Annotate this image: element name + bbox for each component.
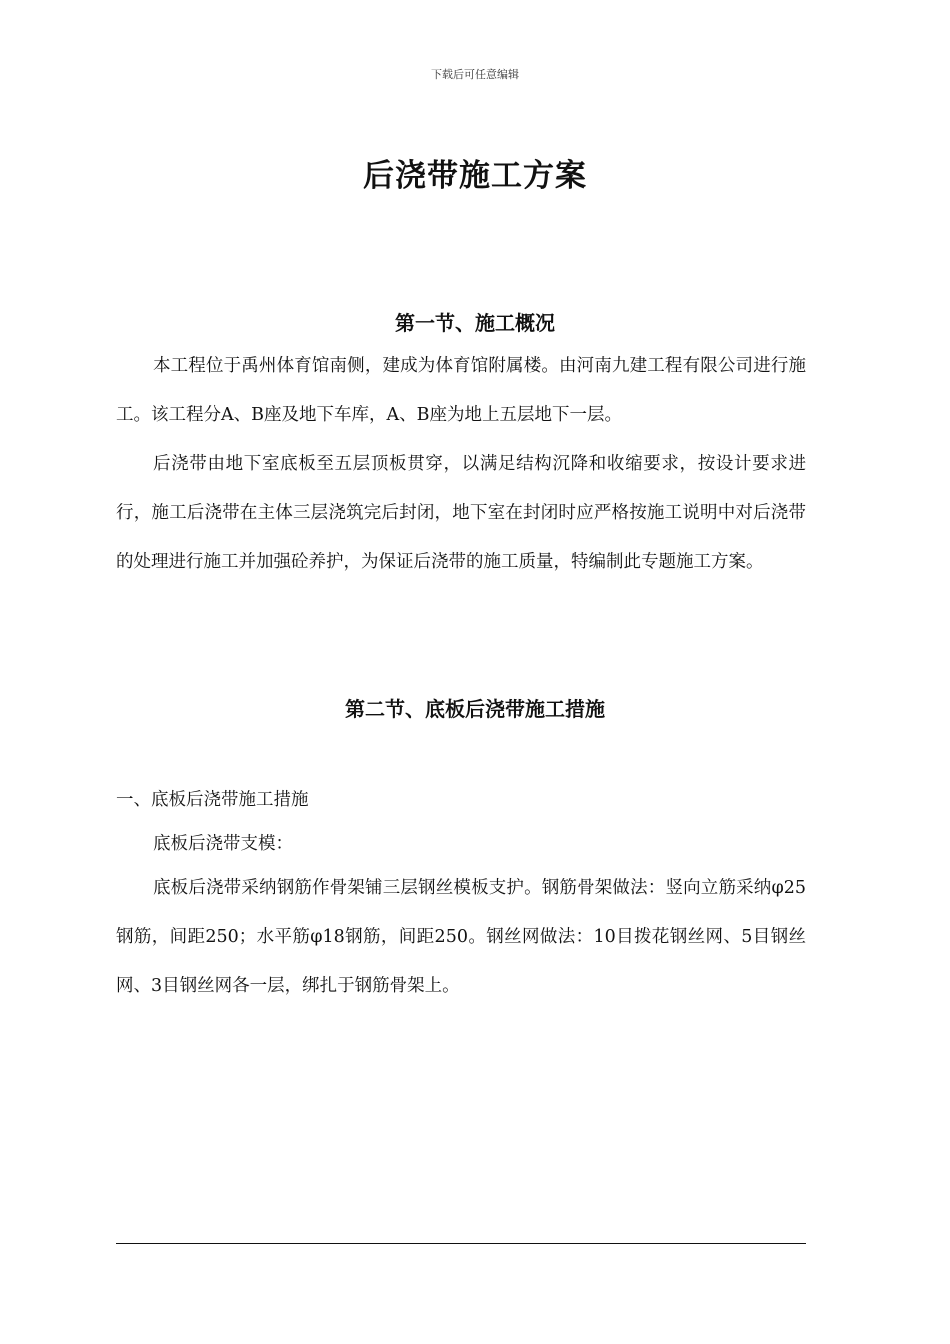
subsection-heading-1: 一、底板后浇带施工措施 [116, 790, 309, 810]
formwork-label: 底板后浇带支模： [153, 834, 293, 854]
section-heading-2: 第二节、底板后浇带施工措施 [345, 697, 605, 721]
header-note: 下载后可任意编辑 [431, 68, 519, 81]
section-heading-1: 第一节、施工概况 [395, 311, 555, 335]
document-title: 后浇带施工方案 [363, 158, 587, 194]
section1-paragraph-2: 后浇带由地下室底板至五层顶板贯穿，以满足结构沉降和收缩要求，按设计要求进行，施工后浇带在主体三层浇筑完后封闭，地下室在封闭时应严格按施工说明中对后浇带的处理进行施工并加强砼养护，为保证后浇带的施工质量，特编制此专题施工方案。 [116, 454, 806, 572]
section1-paragraph-1: 本工程位于禹州体育馆南侧，建成为体育馆附属楼。由河南九建工程有限公司进行施工。该工程分A、B座及地下车库，A、B座为地上五层地下一层。 [116, 356, 806, 425]
section2-paragraph: 底板后浇带采纳钢筋作骨架铺三层钢丝模板支护。钢筋骨架做法：竖向立筋采纳φ25钢筋，间距250；水平筋φ18钢筋，间距250。钢丝网做法：10目拨花钢丝网、5目钢丝网、3目钢丝网各一层，绑扎于钢筋骨架上。 [116, 878, 806, 996]
footer-divider [116, 1243, 806, 1244]
